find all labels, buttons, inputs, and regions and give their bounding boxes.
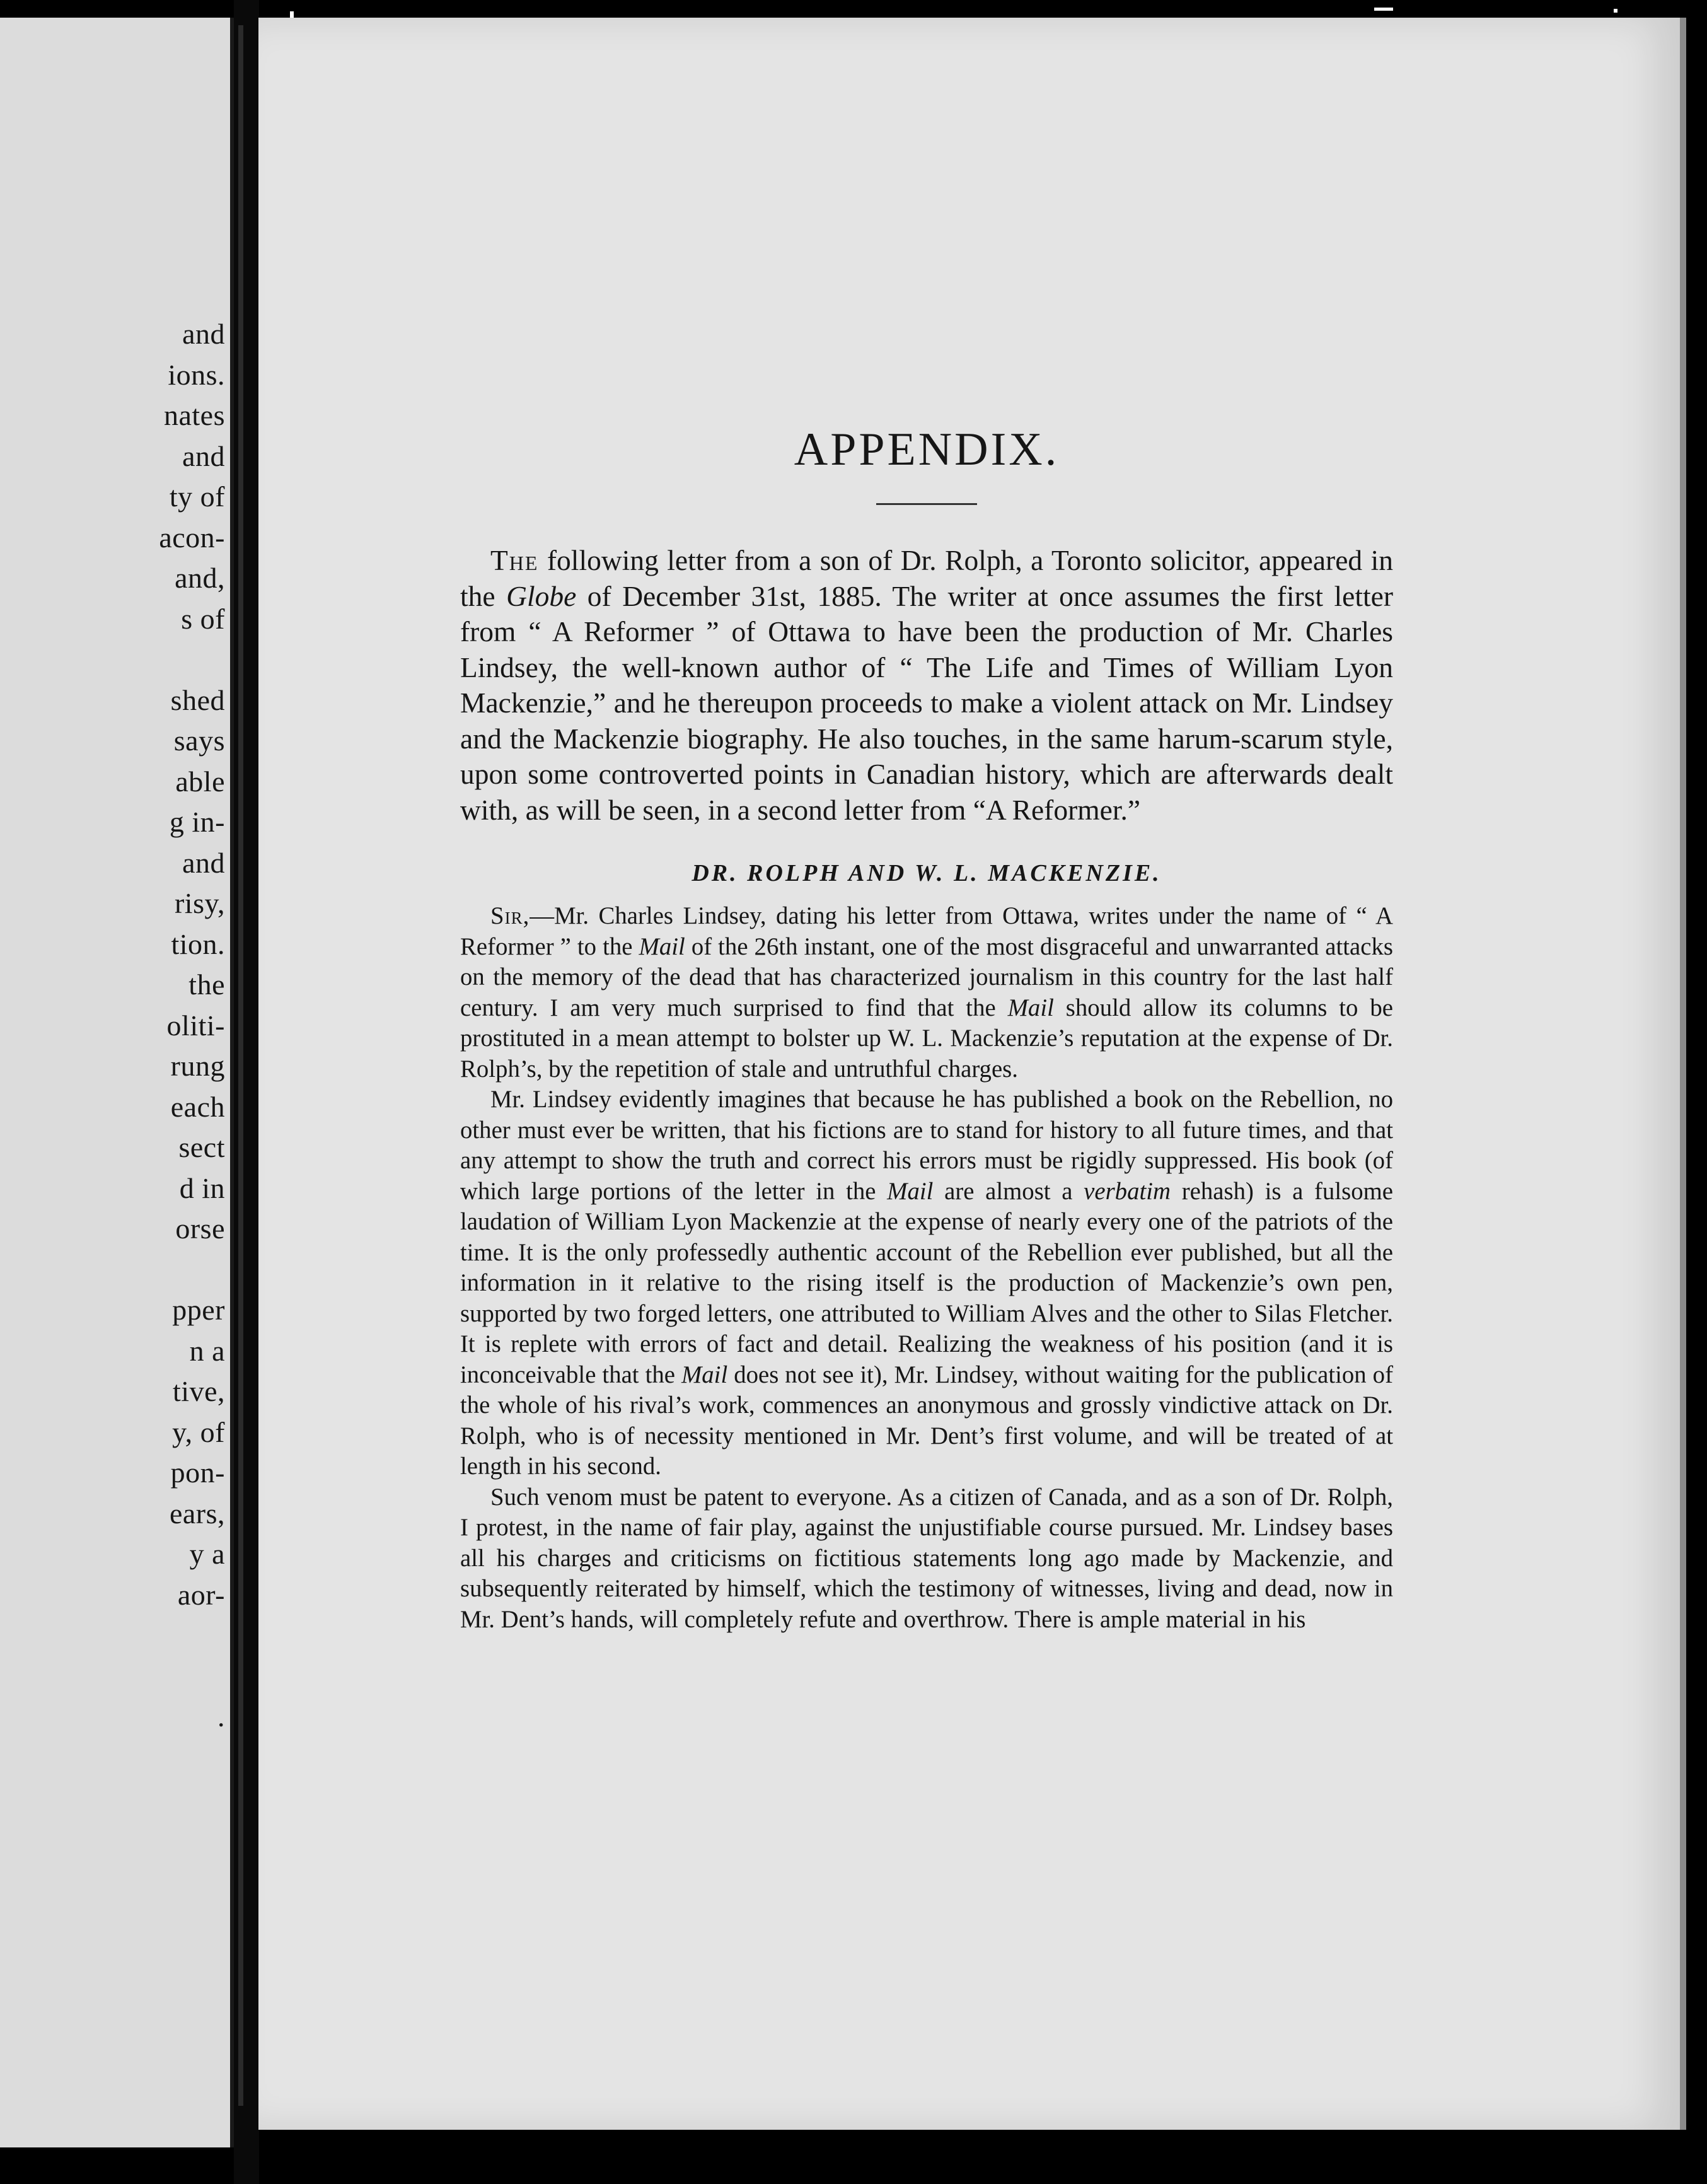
letter-paragraph-1: [460, 901, 1393, 1084]
mail-title: Mail: [639, 932, 685, 960]
left-page-line: n a: [189, 1334, 225, 1367]
left-page-line: ions.: [168, 358, 225, 391]
left-page-line: tion.: [171, 927, 225, 960]
appendix-page: [258, 18, 1686, 2130]
intro-paragraph: [460, 543, 1393, 828]
left-page-line: ears,: [169, 1497, 225, 1530]
p1-text-c: should allow its columns to be prostituted in a mean attempt to bolster up W. L. Mackenzie’s reputation at the expense of Dr. Rolph’s, by the repetition of stale and untruthful charges.: [460, 994, 1393, 1083]
letter-heading: DR. ROLPH AND W. L. MACKENZIE.: [691, 860, 1162, 886]
intro-text-a: following letter from a son of Dr. Rolph, a Toronto solicitor, appeared in the: [460, 544, 1393, 612]
left-page-line: s of: [181, 602, 225, 635]
letter-body: [460, 901, 1393, 1635]
left-page-line: nates: [163, 399, 225, 431]
left-page-line: and: [182, 439, 225, 472]
letter-paragraph-2: [460, 1084, 1393, 1482]
intro-lead: The: [490, 544, 539, 576]
left-page-line: g in-: [169, 806, 225, 838]
page-content: [460, 421, 1393, 1635]
left-page-line: .: [217, 1700, 225, 1733]
book-gutter: [234, 0, 259, 2184]
left-page-line: y, of: [172, 1415, 225, 1448]
left-page-line: ty of: [169, 480, 225, 513]
left-page-line: able: [175, 765, 225, 798]
scan-speck: [290, 11, 294, 18]
letter-paragraph-3: Such venom must be patent to everyone. As a citizen of Canada, and as a son of Dr. Rolph, I protest, in the name of fair play, against the unjustifiable course pursued. Mr. Lindsey bases all his charges and criticisms on fictitious statements long ago made by Mackenzie, and subsequently reiterated by himself, which the testimony of witnesses, living and dead, now in Mr. Dent’s hands, will completely refute and overthrow. There is ample material in his: [460, 1483, 1393, 1633]
left-page-line: says: [173, 724, 225, 757]
left-page-line: pper: [172, 1294, 225, 1326]
left-page-line: oliti-: [166, 1009, 225, 1042]
mail-title: Mail: [681, 1361, 728, 1388]
page-title: APPENDIX.: [794, 424, 1060, 475]
intro-text-b: of December 31st, 1885. The writer at once assumes the first letter from “ A Reformer ” of Ottawa to have been the production of Mr. Charles Lindsey, the well-known author of “ The Life and Times of William Lyon Mackenzie,” and he thereupon proceeds to make a violent attack on Mr. Lindsey and the Mackenzie biography. He also touches, in the same harum-scarum style, upon some controverted points in Canadian history, which are afterwards dealt with, as will be seen, in a second letter from “A Reformer.”: [460, 579, 1393, 826]
left-page-fragment: [0, 18, 234, 2147]
binding-ridge: [238, 25, 243, 2106]
left-page-line: tive,: [173, 1375, 225, 1407]
left-page-line: aor-: [177, 1578, 225, 1611]
verbatim-word: verbatim: [1084, 1177, 1171, 1205]
left-page-line: orse: [175, 1212, 225, 1245]
left-page-line: y a: [189, 1538, 225, 1570]
p2-text-a: Mr. Lindsey evidently imagines that because he has published a book on the Rebellion, no other must ever be written, that his fictions are to stand for history to all future times, and that any attempt to show the truth and correct his errors must be rigidly suppressed. His book (of which large portions of the letter in the: [460, 1086, 1393, 1205]
p2-text-d: does not see it), Mr. Lindsey, without waiting for the publication of the whole of his rival’s work, commences an anonymous and grossly vindictive attack on Dr. Rolph, who is of necessity mentioned in Mr. Dent’s first volume, and will be treated of at length in his second.: [460, 1361, 1393, 1480]
left-page-line: acon-: [159, 521, 225, 554]
left-page-line: and: [182, 318, 225, 350]
globe-title: Globe: [506, 579, 577, 612]
salutation: Sir,: [490, 902, 530, 929]
p2-text-c: rehash) is a fulsome laudation of William Lyon Mackenzie at the expense of nearly every one of the patriots of the time. It is the only professedly authentic account of the Rebellion ever published, but all the information in it relative to the rising itself is the production of Mackenzie’s own pen, supported by two forged letters, one attributed to William Alves and the other to Silas Fletcher. It is replete with errors of fact and detail. Realizing the weakness of his position (and it is inconceivable that the: [460, 1177, 1393, 1388]
left-page-line: d in: [179, 1171, 225, 1204]
left-page-line: rung: [170, 1050, 225, 1082]
scan-speck: [1374, 8, 1393, 11]
left-page-line: risy,: [174, 887, 225, 919]
left-page-line: and: [182, 846, 225, 879]
left-page-line: pon-: [170, 1456, 225, 1489]
mail-title: Mail: [1007, 994, 1054, 1021]
left-page-line: the: [188, 968, 225, 1001]
title-rule: [876, 503, 977, 505]
scan-speck: [1614, 9, 1617, 13]
left-page-line: each: [170, 1090, 225, 1123]
left-page-line: sect: [178, 1131, 225, 1163]
p1-text-a: —Mr. Charles Lindsey, dating his letter from Ottawa, writes under the name of “ A Reformer ” to the: [460, 902, 1393, 960]
p2-text-b: are almost a: [933, 1177, 1084, 1205]
mail-title: Mail: [887, 1177, 934, 1205]
left-page-line: and,: [175, 562, 225, 594]
p1-text-b: of the 26th instant, one of the most disgraceful and unwarranted attacks on the memory of the dead that has characterized journalism in this country for the last half century. I am very much surprised to find that the: [460, 932, 1393, 1021]
left-page-line: shed: [170, 683, 225, 716]
